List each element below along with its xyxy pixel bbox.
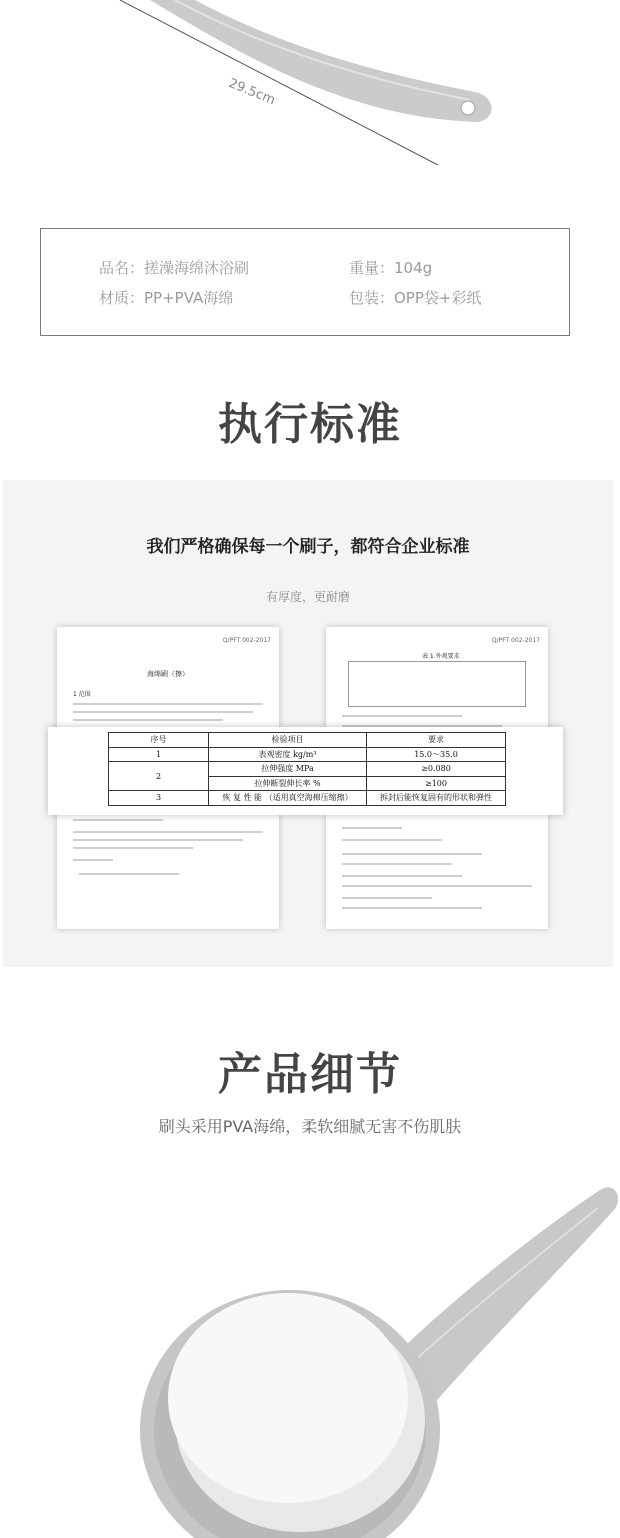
spec-product-name: 品名：搓澡海绵沐浴刷	[99, 259, 250, 277]
table-row	[109, 791, 506, 806]
spec-package: 包装：OPP袋+彩纸	[349, 289, 482, 307]
table-row	[109, 762, 506, 777]
table-cell: ≥0.080	[367, 762, 506, 777]
spec-weight: 重量：104g	[349, 259, 433, 277]
table-cell: 拉伸强度 MPa	[209, 762, 367, 777]
brush-handle-illustration	[0, 0, 620, 215]
doc-left-section: 1 范围	[73, 691, 91, 698]
standard-table-overlay	[48, 727, 563, 815]
table-cell: 拉伸断裂伸长率 %	[209, 776, 367, 791]
dimension-label: 29.5cm	[226, 76, 278, 109]
table-header-cell: 序号	[109, 733, 209, 748]
spec-material: 材质：PP+PVA海绵	[99, 289, 234, 307]
details-subline: 刷头采用PVA海绵，柔软细腻无害不伤肌肤	[158, 1117, 462, 1136]
doc-right-title: 表 1 外观要求	[422, 653, 460, 660]
table-cell: 3	[109, 791, 209, 806]
brush-head-illustration	[0, 1180, 620, 1538]
doc-right-code: Q/PFT 002-2017	[491, 637, 540, 644]
standard-headline: 我们严格确保每一个刷子，都符合企业标准	[146, 537, 470, 557]
details-section-title: 产品细节	[218, 1049, 402, 1100]
spec-box	[40, 228, 570, 336]
standard-section-title: 执行标准	[218, 399, 402, 450]
table-cell: 表观密度 kg/m³	[209, 747, 367, 762]
product-top-image	[0, 0, 620, 215]
table-header-cell: 要求	[367, 733, 506, 748]
table-cell: 拆封后能恢复固有的形状和弹性	[367, 791, 506, 806]
doc-right-small-table	[348, 661, 526, 707]
table-cell: 15.0～35.0	[367, 747, 506, 762]
table-cell: 2	[109, 762, 209, 791]
table-header-cell: 检验项目	[209, 733, 367, 748]
doc-left-title: 海绵刷（擦）	[147, 670, 189, 678]
standard-subline: 有厚度，更耐磨	[265, 590, 350, 604]
table-row	[109, 747, 506, 762]
standard-table	[108, 732, 506, 806]
table-cell: ≥100	[367, 776, 506, 791]
table-cell: 恢 复 性 能 （适用真空海棉压缩擦）	[209, 791, 367, 806]
doc-left-code: Q/PFT 002-2017	[222, 637, 271, 644]
table-header-row	[109, 733, 506, 748]
table-cell: 1	[109, 747, 209, 762]
product-detail-image	[0, 1180, 620, 1538]
